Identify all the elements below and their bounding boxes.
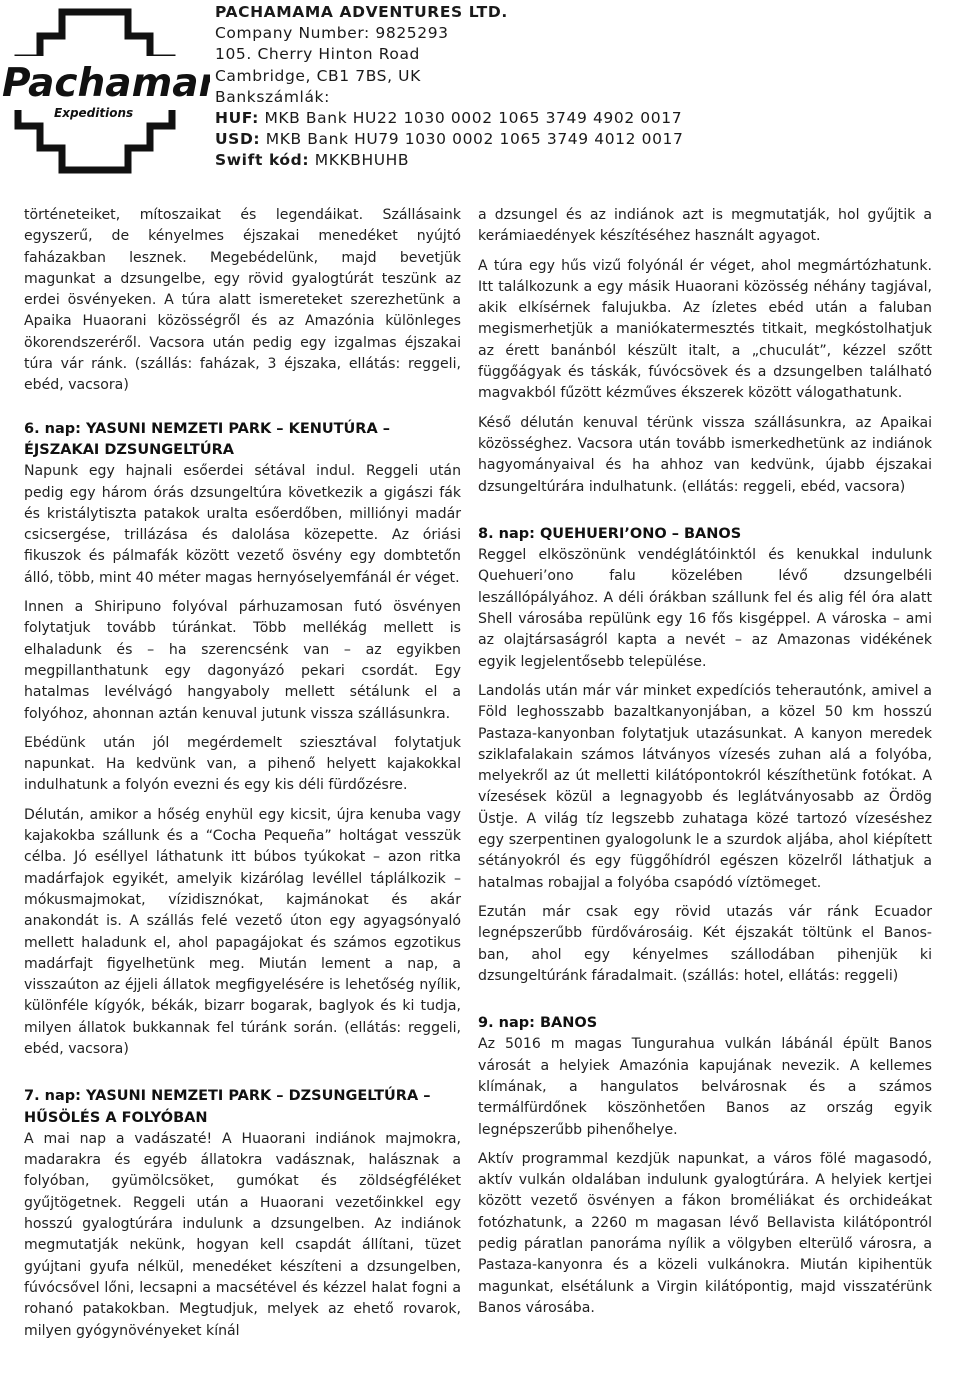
right-intro-paragraph: a dzsungel és az indiánok azt is megmutatják, hol gyűjtik a kerámiaedények készítéséhez használt agyagot. [478, 207, 932, 245]
usd-label: USD: [215, 130, 261, 149]
day9-paragraph-2: Aktív programmal kezdjük napunkat, a város fölé magasodó, aktív vulkán oldalában indulunk gyalogtúrára. A helyiek kertjei között vezető ösvényen a fákon broméliákat és orchideákat fotózhatunk, a 2260 m magasan lévő Bellavista kilátópontról pedig páratlan panoráma nyílik a völgyben elterülő városra, a Pastaza-kanyonra és a közeli vulkánokra. Miután kipihentük magunkat, elsétálunk a Virgin kilátópontig, majd visszatérünk Banos városába. [478, 1150, 932, 1316]
right-column [478, 205, 932, 1319]
company-name: PACHAMAMA ADVENTURES LTD. [215, 3, 508, 21]
day6-paragraph-1: Napunk egy hajnali esőerdei sétával indul. Reggeli után pedig egy három órás dzsungeltúra következik a gigászi fák és kristálytiszta patakok uralta esőerdőben, milliónyi madár csicsergése, trillázása és dalolása közepette. Az óriási fikuszok és pálmafák között vezető ösvény egy dombtetőn álló, több, mint 40 méter magas hernyóselyemfánál ér véget. [24, 463, 461, 586]
right-paragraph-3: Késő délután kenuval térünk vissza szállásunkra, az Apaikai közösséghez. Vacsora után tovább ismerkedhetünk az indiánok hagyományaival és ha ahhoz van kedvünk, újabb éjszakai dzsungeltúrára indulhatunk. (ellátás: reggeli, ebéd, vacsora) [478, 414, 932, 495]
left-column [24, 205, 461, 1342]
bank-heading: Bankszámlák: [215, 87, 330, 106]
huf-account [215, 108, 775, 129]
day6-paragraph-3: Ebédünk után jól megérdemelt sziesztával folytatjuk napunkat. Ha kedvünk van, a pihenő helyett kajakokkal indulhatunk a folyón evezni és egy kis déli fürdőzésre. [24, 734, 461, 794]
address-line-1: 105. Cherry Hinton Road [215, 45, 420, 64]
logo-cross-icon [0, 0, 210, 175]
huf-value: MKB Bank HU22 1030 0002 1065 3749 4902 0017 [264, 109, 683, 128]
usd-account [215, 129, 775, 150]
swift-value: MKKBHUHB [314, 151, 410, 170]
logo-wordmark: Pachama [2, 61, 199, 106]
day7-heading: 7. nap: YASUNI NEMZETI PARK – DZSUNGELTÚRA – HŰSÖLÉS A FOLYÓBAN [24, 1088, 431, 1126]
day8-paragraph-3: Ezután már csak egy rövid utazás vár ránk Ecuador legnépszerűbb fürdővárosáig. Két éjszakát töltünk el Banos-ban, ahol egy kényelmes szállodában pihenjük ki dzsungeltúránk fáradalmait. (szállás: hotel, ellátás: reggeli) [478, 903, 932, 984]
company-details [215, 2, 775, 172]
address-line-2: Cambridge, CB1 7BS, UK [215, 66, 421, 85]
day6-paragraph-4: Délután, amikor a hőség enyhül egy kicsit, újra kenuba vagy kajakokba szállunk és a “Cocha Pequeña” holtágat vesszük célba. Jó eséllyel láthatunk itt búbos tyúkokat – azon ritka madárfajok egyikét, amelyik kizárólag levéllel táplálkozik – mókusmajmokat, vízidisznókat, kajmánokat és akár anakondát is. A szállás felé vezető úton egy agyagsónyaló mellett haladunk el, ahol papagájokat és számos egzotikus madárfajt figyelhetünk meg. Miután lement a nap, a visszaúton az éjjeli állatok megfigyelésére is lehetőség nyílik, különféle kígyók, békák, bizarr bogarak, baglyok és ki tudja, milyen állatok bukkannak fel túránk során. (ellátás: reggeli, ebéd, vacsora) [24, 806, 461, 1057]
swift-code [215, 150, 775, 171]
company-number: Company Number: 9825293 [215, 24, 449, 43]
huf-label: HUF: [215, 109, 259, 128]
day8-paragraph-2: Landolás után már vár minket expedíciós teherautónk, amivel a Föld leghosszabb bazaltkanyonjában, a közel 50 km hosszú Pastaza-kanyonban folytatjuk utazásunkat. A kanyon meredek sziklafalakain számos látványos vízesés zuhan alá a folyóba, melyekről az út melletti kilátópontokról készíthetünk fotókat. A vízesések közül a legnagyobb és leglátványosabb az Ördög Üstje. A világ tíz legszebb zuhataga közé tartozó vízeséshez egy szerpentinen gyalogolunk le a szurdok aljába, ahol kiépített sétányokról és egy függőhídról egészen közelről láthatjuk a hatalmas robajjal a folyóba csapódó víztömeget. [478, 682, 932, 891]
letterhead [0, 0, 960, 190]
day6-heading: 6. nap: YASUNI NEMZETI PARK – KENUTÚRA – ÉJSZAKAI DZSUNGELTÚRA [24, 420, 390, 458]
day6-paragraph-2: Innen a Shiripuno folyóval párhuzamosan futó ösvényen folytatjuk tovább túránkat. Több mellékág mellett is elhaladunk és – ha szerencsénk van – az egyikben megpillanthatunk egy dagonyázó pekari csordát. Egy hatalmas levélvágó hangyaboly mellett sétálunk el a folyóhoz, ahonnan aztán kenuval jutunk vissza szállásunkra. [24, 599, 461, 722]
swift-label: Swift kód: [215, 151, 310, 170]
day8-paragraph-1: Reggel elköszönünk vendéglátóinktól és kenukkal indulunk Quehueri’ono falu közelében lévő dzsungelbéli leszállópályához. A déli órákban szállunk fel és alig fél óra alatt Shell városába repülünk egy 16 fős kisgéppel. A városka – ami az olajtársaságról kapta a nevét – az Amazonas vidékének egyik legjelentősebb települése. [478, 547, 932, 670]
day9-heading: 9. nap: BANOS [478, 1015, 598, 1032]
logo-tagline: Expeditions [54, 106, 134, 120]
pachamama-logo [0, 0, 210, 175]
left-intro-paragraph: történeteiket, mítoszaikat és legendáikat. Szállásaink egyszerű, de kényelmes éjszakai menedéket nyújtó faházakban lesznek. Megebédelünk, majd bevetjük magunkat a dzsungelbe, egy rövid gyalogtúrát teszünk az erdei ösvényeken. A túra alatt ismereteket szerezhetünk a Apaika Huaorani közösségről és az Amazónia különleges ökorendszeréről. Vacsora után pedig egy izgalmas éjszakai túra vár ránk. (szállás: faházak, 3 éjszaka, ellátás: reggeli, ebéd, vacsora) [24, 207, 461, 394]
usd-value: MKB Bank HU79 1030 0002 1065 3749 4012 0017 [265, 130, 684, 149]
day9-paragraph-1: Az 5016 m magas Tungurahua vulkán lábánál épült Banos városát a helyiek Amazónia kapujának nevezik. A kellemes klímának, a hangulatos belvárosnak és a számos termálfürdőnek köszönhetően Banos az ország egyik legnépszerűbb pihenőhelye. [478, 1036, 932, 1138]
day7-paragraph-1: A mai nap a vadászaté! A Huaorani indiánok majmokra, madarakra és egyéb állatokra vadásznak, halásznak a folyóban, gyümölcsöket, gumókat és zöldségféléket gyűjtögetnek. Reggeli után a Huaorani vezetőinkkel egy hosszú gyalogtúrára indulunk a dzsungelben. Az indiánok megmutatják nekünk, hogyan kell csapdát állítani, tüzet gyújtani gyufa nélkül, menedéket készíteni a dzsungelben, fúvócsővel lőni, lecsapni a macsétével és kézzel halat fogni a rohanó patakokban. Megtudjuk, melyek az ehető rovarok, milyen gyógynövényeket kínál [24, 1130, 461, 1339]
day8-heading: 8. nap: QUEHUERI’ONO – BANOS [478, 525, 742, 542]
right-paragraph-2: A túra egy hűs vizű folyónál ér véget, ahol megmártózhatunk. Itt találkozunk a egy másik Huaorani közösség néhány tagjával, akik elkísérnek falujukba. Az ízletes ebéd után a faluban megismerhetjük a maniókatermesztés titkait, megkóstolhatjuk az érett banánból készült italt, a „chuculát”, kézzel szőtt függőágyak és táskák, fúvócsövek és a dzsungelben található magvakból fűzött kézműves ékszerek között válogathatunk. [478, 257, 932, 402]
